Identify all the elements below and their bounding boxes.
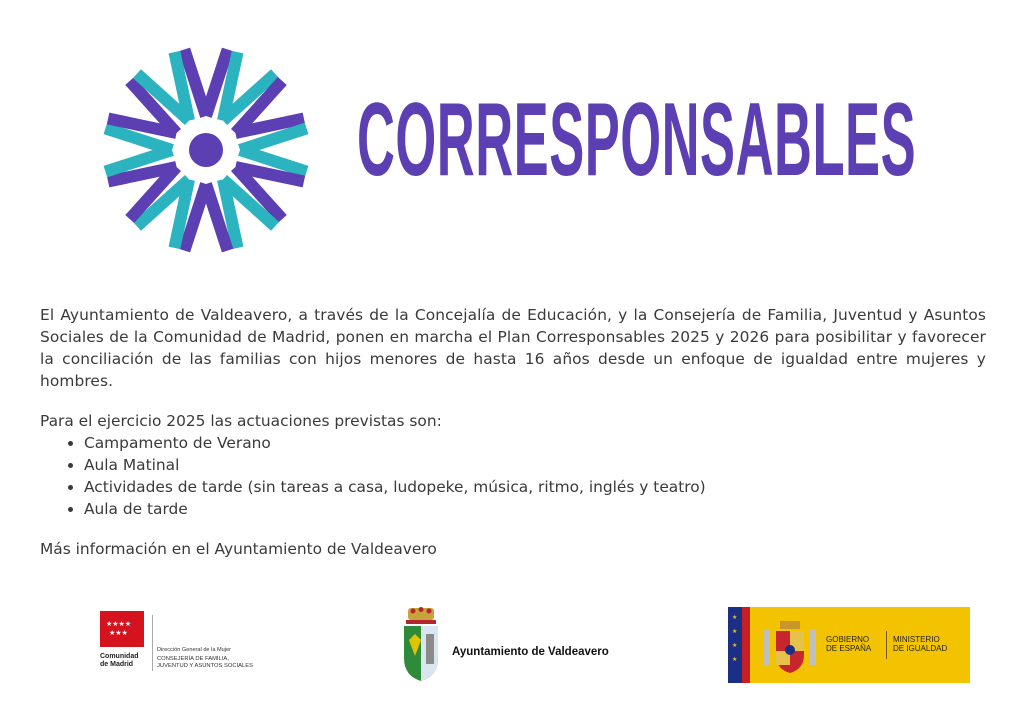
more-info: Más información en el Ayuntamiento de Valdeavero xyxy=(40,540,437,558)
comunidad-name: Comunidad de Madrid xyxy=(100,653,139,668)
list-item: • Aula Matinal xyxy=(84,454,706,476)
actions-title: Para el ejercicio 2025 las actuaciones previstas son: xyxy=(40,412,442,430)
ayuntamiento-logo xyxy=(398,606,638,684)
ministerio-text: MINISTERIO DE IGUALDAD xyxy=(893,635,948,653)
divider xyxy=(886,631,887,659)
direccion-general: Dirección General de la Mujer xyxy=(157,647,231,653)
actions-list xyxy=(40,432,706,520)
coat-of-arms-icon xyxy=(762,617,818,675)
comunidad-madrid-logo xyxy=(100,611,290,675)
list-item: • Campamento de Verano xyxy=(84,432,706,454)
shield-crest-icon xyxy=(398,606,444,682)
divider xyxy=(152,615,153,671)
ayuntamiento-name: Ayuntamiento de Valdeavero xyxy=(452,646,609,658)
intro-paragraph: El Ayuntamiento de Valdeavero, a través de la Concejalía de Educación, y la Consejería de Familia, Juventud y Asuntos Sociales de la Comunidad de Madrid, ponen en marcha el Plan Corresponsables 2025 y 2026 para posibilitar y favorecer la conciliación de las familias con hijos menores de hasta 16 años desde un enfoque de igualdad entre mujeres y hombres. xyxy=(40,306,986,390)
list-item: • Aula de tarde xyxy=(84,498,706,520)
starburst-logo-icon xyxy=(96,40,316,260)
flag-stripe xyxy=(742,607,750,683)
consejeria-name: CONSEJERÍA DE FAMILIA, JUVENTUD Y ASUNTOS SOCIALES xyxy=(157,656,253,669)
gobierno-text: GOBIERNO DE ESPAÑA xyxy=(826,635,872,653)
list-item: • Actividades de tarde (sin tareas a casa, ludopeke, música, ritmo, inglés y teatro) xyxy=(84,476,706,498)
brand-title: CORRESPONSABLES xyxy=(357,82,917,198)
madrid-flag-icon: ★★★★ ★★★ xyxy=(100,611,144,647)
eu-stripe: ★ ★ ★ ★ xyxy=(728,607,742,683)
gobierno-espana-logo xyxy=(728,607,970,683)
